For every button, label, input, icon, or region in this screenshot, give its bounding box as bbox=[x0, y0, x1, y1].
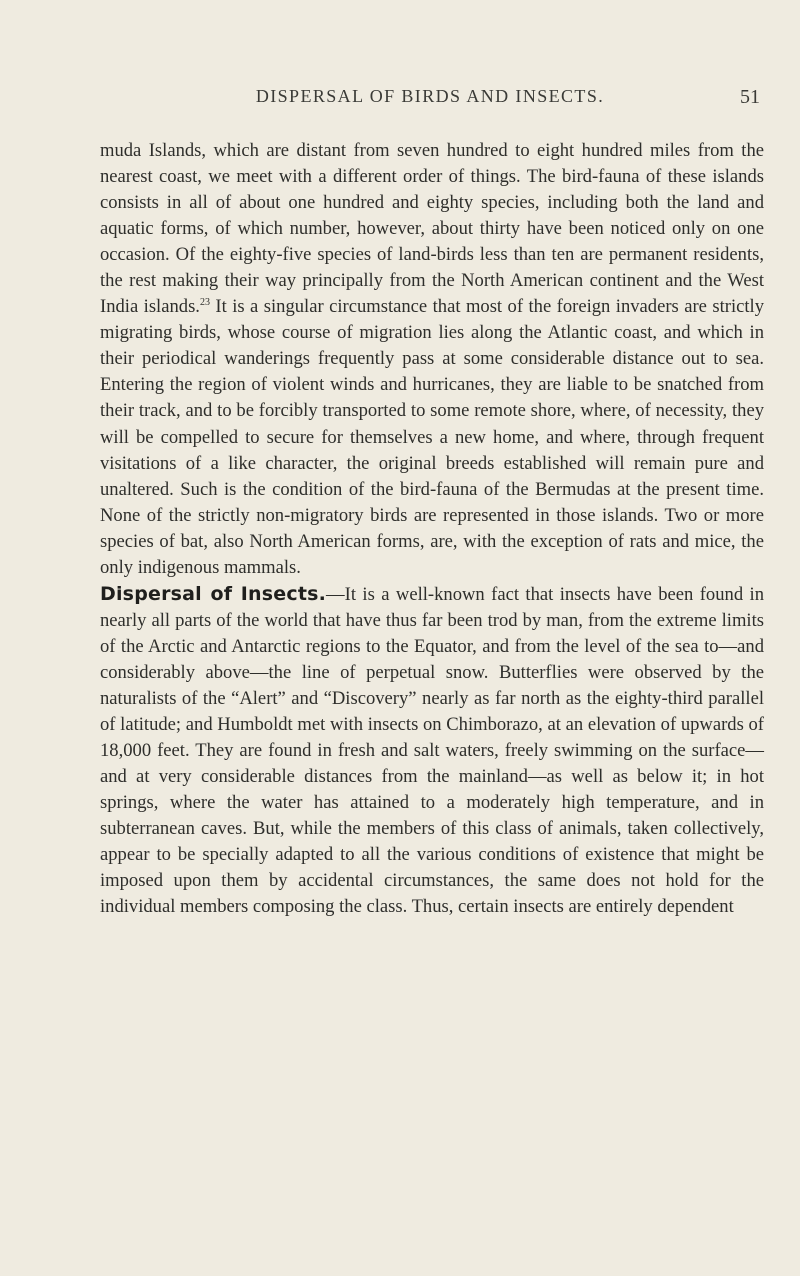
paragraph-text: muda Islands, which are distant from seven hundred to eight hundred miles from the nearest coast, we meet with a different order of things. The bird-fauna of these islands consists in all of about one hundred and eighty species, including both the land and aquatic forms, of which number, however, about thirty have been noticed only on one occasion. Of the eighty-five species of land-birds less than ten are permanent residents, the rest making their way principally from the North American continent and the West India islands. bbox=[100, 140, 764, 318]
page-number: 51 bbox=[740, 86, 760, 108]
running-title: DISPERSAL OF BIRDS AND INSECTS. bbox=[255, 86, 605, 106]
running-head bbox=[100, 86, 760, 114]
paragraph-text: —It is a well-known fact that insects have been found in nearly all parts of the world that have thus far been trod by man, from the extreme limits of the Arctic and Antarctic regions to the Equator, and from the level of the sea to—and considerably above—the line of perpetual snow. Butterflies were observed by the naturalists of the “Alert” and “Discovery” nearly as far north as the eighty-third parallel of latitude; and Humboldt met with insects on Chimborazo, at an elevation of upwards of 18,000 feet. They are found in fresh and salt waters, freely swimming on the surface—and at very considerable distances from the mainland—as well as below it; in hot springs, where the water has attained to a moderately high temperature, and in subterranean caves. But, while the members of this class of animals, taken collectively, appear to be specially adapted to all the various conditions of existence that might be imposed upon them by accidental circumstances, the same does not hold for the individual members composing the class. Thus, certain insects are entirely dependent bbox=[100, 583, 764, 918]
paragraph-dispersal-of-insects bbox=[100, 581, 764, 921]
body-text bbox=[100, 138, 764, 920]
footnote-reference: 23 bbox=[199, 297, 210, 309]
paragraph-text-continued: It is a singular circumstance that most of the foreign invaders are strictly migrating birds, whose course of migration lies along the Atlantic coast, and which in their periodical wanderings frequently pass at some considerable distance out to sea. Entering the region of violent winds and hurricanes, they are liable to be snatched from their track, and to be forcibly transported to some remote shore, where, of necessity, they will be compelled to secure for themselves a new home, and where, through frequent visitations of a like character, the original breeds established will remain pure and unaltered. Such is the condition of the bird-fauna of the Bermudas at the present time. None of the strictly non-migratory birds are represented in those islands. Two or more species of bat, also North American forms, are, with the exception of rats and mice, the only indigenous mammals. bbox=[100, 296, 764, 578]
section-heading: Dispersal of Insects. bbox=[100, 582, 327, 605]
paragraph-bird-fauna bbox=[100, 138, 764, 581]
